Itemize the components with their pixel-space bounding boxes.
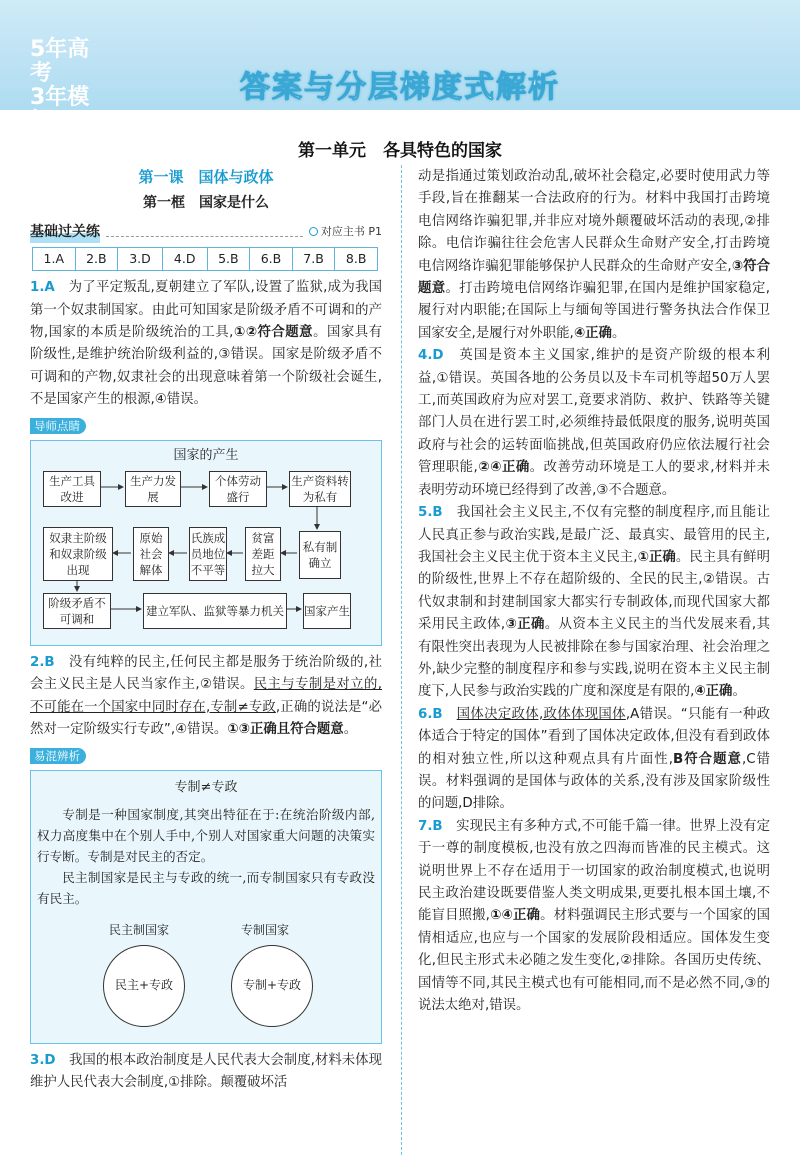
page-header: [0, 0, 800, 134]
node-productivity: 生产力发展: [125, 471, 181, 507]
explanation-text: 。国家具有阶级性,是维护统治阶级利益的,③错误。国家是阶级矛盾不可调和的产物,奴隶社会的出现意味着第一个阶级社会诞生,不是国家产生的根源,④错误。: [30, 325, 382, 408]
question-number: 3.D: [30, 1052, 56, 1068]
underlined-text: 民主与专制是对立的,不可能在一个国家中同时存在,专制≠专政: [30, 677, 382, 715]
confuse-title: 专制≠专政: [174, 780, 238, 796]
key-point: ③正确: [505, 617, 545, 633]
search-icon: [309, 227, 318, 236]
unit-title: 第一单元 各具特色的国家: [298, 141, 502, 161]
logo-bottom-text: 3年模拟: [30, 85, 90, 134]
question-1-explanation: [30, 277, 382, 411]
explanation-text: 没有纯粹的民主,任何民主都是服务于统治阶级的,社会主义民主是人民当家作主,②错误。: [30, 655, 383, 693]
answer-cell: 2.B: [75, 247, 118, 270]
node-irreconcilable: 阶级矛盾不可调和: [43, 593, 111, 629]
explanation-text: 。改善劳动环境是工人的要求,材料并未表明劳动环境已经得到了改善,③不合题意。: [418, 460, 770, 498]
question-number: 2.B: [30, 655, 55, 671]
question-number: 5.B: [418, 505, 443, 521]
answer-cell: 5.B: [207, 247, 250, 270]
diagram-title: 国家的产生: [173, 448, 239, 464]
explanation-text: 。: [732, 684, 746, 700]
answer-cell: 6.B: [250, 247, 293, 270]
confuse-paragraph: 专制是一种国家制度,其突出特征在于:在统治阶级内部,权力高度集中在个别人手中,个别人对国家重大问题的决策实行专断。专制是对民主的否定。: [37, 806, 375, 864]
node-primitive-dissolve: 原始社会解体: [133, 527, 169, 581]
comparison-figure: [37, 909, 375, 1039]
question-4-explanation: [418, 345, 770, 502]
explanation-text: 实现民主有多种方式,不可能千篇一律。世界上没有定于一尊的制度模板,也没有放之四海而皆准的民主模式。这说明世界上不存在适用于一切国家的政治制度模式,也说明民主政治建设既要借鉴人类文明成果,更要扎根本国土壤,不能盲目照搬,: [418, 818, 770, 924]
explanation-text: 。打击跨境电信网络诈骗犯罪,在国内是维护国家稳定,履行对内职能;在国际上与缅甸等国进行警务执法合作保卫国家安全,是履行对外职能,: [418, 281, 770, 341]
node-class-emergence: 奴隶主阶级和奴隶阶级出现: [43, 527, 113, 581]
key-point: ②④正确: [477, 460, 530, 476]
question-6-explanation: [418, 704, 770, 816]
key-point: ①②符合题意: [233, 325, 314, 341]
question-3-explanation: [30, 1050, 382, 1095]
key-point: ③符合题意: [418, 258, 770, 297]
answer-cell: 7.B: [292, 247, 335, 270]
underlined-text: 国体决定政体,政体体现国体: [456, 706, 626, 722]
answer-cell: 1.A: [33, 247, 76, 270]
banner-title: 答案与分层梯度式解析: [240, 70, 560, 105]
question-number: 6.B: [418, 706, 443, 722]
node-violent-organs: 建立军队、监狱等暴力机关: [143, 593, 287, 629]
key-point: ①③正确且符合题意: [227, 722, 344, 738]
brand-logo: [30, 37, 110, 134]
guide-tag: 导师点睛: [30, 418, 86, 434]
explanation-text: 英国是资本主义国家,维护的是资产阶级的根本利益,①错误。英国各地的公务员以及卡车司机等超50万人罢工,而英国政府为应对罢工,竟要求消防、救护、铁路等关键部门人员在进行罢工时,必须维持最低限度的服务,说明英国政府与社会的运转面临挑战,但英国政府仍应依法履行社会管理职能,: [418, 348, 770, 476]
label-democratic-state: 民主制国家: [109, 922, 170, 937]
confuse-tag: 易混辨析: [30, 748, 86, 764]
node-individual-labor: 个体劳动盛行: [209, 471, 267, 507]
node-tool-improvement: 生产工具改进: [43, 471, 101, 507]
left-column: [30, 160, 382, 1094]
node-clan-inequality: 氏族成员地位不平等: [189, 527, 227, 581]
key-point: ①正确: [637, 549, 676, 565]
dotted-leader: [106, 226, 303, 237]
explanation-text: 。民主具有鲜明的阶级性,世界上不存在超阶级的、全民的民主,②错误。古代奴隶制和封建制国家大都实行专制政体,而现代国家大都采用民主政体,: [418, 549, 770, 633]
key-point: ④正确: [694, 684, 733, 700]
explanation-text: 。从资本主义民主的当代发展来看,其有限性突出表现为人民被排除在参与国家治理、社会治理之外,缺少完整的制度程序和参与实践,说明在资本主义民主制度下,人民参与政治实践的广度和深度是有限的,: [418, 617, 770, 700]
explanation-text: ,正确的说法是“必然对一定阶级实行专政”,④错误。: [30, 699, 382, 738]
circle-democratic: 民主+专政: [103, 945, 185, 1027]
node-private-ownership: 私有制确立: [299, 531, 341, 579]
explanation-text: ,A错误。“只能有一种政体适合于特定的国体”看到了国体决定政体,但没有看到政体的相对独立性,所以这种观点具有片面性,: [418, 706, 770, 767]
section-bar: [30, 221, 382, 243]
key-point: ④正确: [573, 325, 612, 341]
node-state-born: 国家产生: [303, 593, 351, 629]
logo-top-text: 5年高考: [30, 37, 90, 86]
question-3-continued: [418, 166, 770, 345]
label-autocratic-state: 专制国家: [241, 922, 290, 937]
explanation-text: ,C错误。材料强调的是国体与政体的关系,没有涉及国家阶级性的问题,D排除。: [418, 751, 770, 812]
answer-cell: 8.B: [335, 247, 378, 270]
question-number: 7.B: [418, 818, 443, 834]
key-point: B符合题意: [672, 751, 742, 767]
node-wealth-gap: 贫富差距拉大: [245, 527, 281, 581]
lesson-title: 第一课 国体与政体: [138, 168, 274, 186]
explanation-text: 。: [343, 722, 358, 738]
explanation-text: 动是指通过策划政治动乱,破坏社会稳定,必要时使用武力等手段,旨在推翻某一合法政府的行为。材料中我国打击跨境电信网络诈骗犯罪,并非应对境外颠覆破坏活动的表现,②排除。电信诈骗往往会危害人民群众生命财产安全,打击跨境电信网络诈骗犯罪能够保护人民群众的生命财产安全,: [418, 169, 770, 274]
confuse-paragraph: 民主制国家是民主与专政的统一,而专制国家只有专政没有民主。: [37, 869, 375, 906]
explanation-text: 为了平定叛乱,夏朝建立了军队,设置了监狱,成为我国第一个奴隶制国家。由此可知国家是阶级矛盾不可调和的产物,国家的本质是阶级统治的工具,: [30, 280, 382, 341]
explanation-text: 我国社会主义民主,不仅有完整的制度程序,而且能让人民真正参与政治实践,是最广泛、最真实、最管用的民主,我国社会主义民主优于资本主义民主,: [418, 505, 771, 565]
frame-title: 第一框 国家是什么: [143, 195, 269, 212]
question-number: 1.A: [30, 280, 55, 296]
circle-autocratic: 专制+专政: [231, 945, 313, 1027]
question-number: 4.D: [418, 348, 444, 364]
question-7-explanation: [418, 816, 770, 1018]
section-ref: 对应主书 P1: [320, 224, 382, 238]
question-2-explanation: [30, 652, 382, 742]
explanation-text: 。材料强调民主形式要与一个国家的国情相适应,也应与一个国家的发展阶段相适应。国体发生变化,但民主形式未必随之发生变化,②排除。各国历史传统、国情等不同,其民主模式也有可能相同,而不是必然不同,③的说法太绝对,错误。: [418, 908, 770, 1014]
key-point: ①④正确: [489, 908, 541, 924]
column-divider: [401, 165, 402, 1155]
state-origin-diagram: [30, 440, 382, 646]
explanation-text-start: 我国的根本政治制度是人民代表大会制度,材料未体现维护人民代表大会制度,①排除。颠覆破坏活: [30, 1052, 383, 1090]
section-name: 基础过关练: [30, 221, 100, 243]
answer-cell: 4.D: [162, 247, 207, 270]
answer-table: [32, 247, 378, 271]
right-column: [418, 166, 770, 1017]
question-5-explanation: [418, 502, 770, 704]
confuse-box: [30, 770, 382, 1043]
explanation-text: 。: [611, 325, 626, 341]
node-private-means: 生产资料转为私有: [289, 471, 351, 507]
answer-cell: 3.D: [118, 247, 163, 270]
